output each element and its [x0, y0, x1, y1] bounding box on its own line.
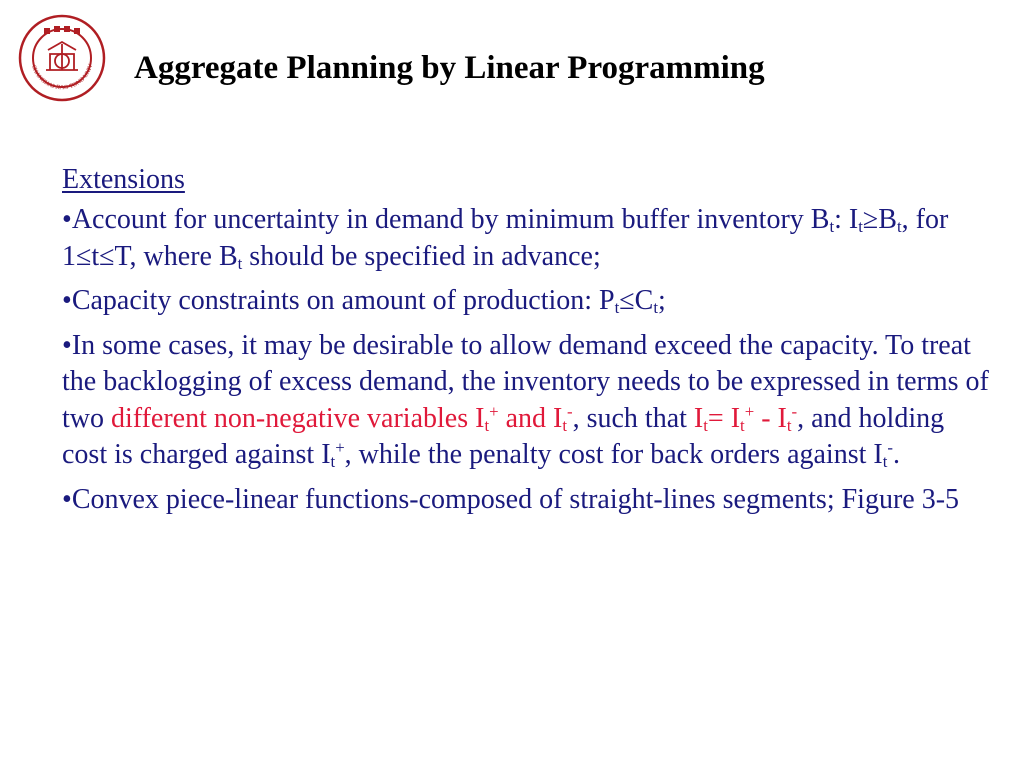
slide-title: Aggregate Planning by Linear Programming — [134, 50, 765, 86]
slide-content — [62, 162, 992, 526]
bullet-backlogging: •In some cases, it may be desirable to allow demand exceed the capacity. To treat the backlogging of excess demand, the inventory needs to be expressed in terms of two different non-negative variables $I_t^+$ and $I_t^-$, such that $I_t= I_t^+ - I_t^-$, and holding cost is charged against $I_t^+$, while the penalty cost for back orders against $I_t^-$. — [62, 329, 989, 472]
university-seal-icon — [18, 14, 106, 102]
svg-text:SHANGHAI JIAO TONG UNIVERSITY: SHANGHAI JIAO TONG UNIV — [30, 63, 95, 92]
section-heading: Extensions — [62, 164, 185, 195]
highlighted-text-variables: different non-negative variables $I_t^+$ and $I_t^-$ — [111, 401, 573, 435]
bullet-buffer-inventory: •Account for uncertainty in demand by minimum buffer inventory $B_t$: $I_t\ge B_t$, for 1≤t≤T, where $B_t$ should be specified in advance; — [62, 204, 949, 273]
bullet-convex-functions: •Convex piece-linear functions-composed of straight-lines segments; Figure 3-5 — [62, 483, 960, 515]
highlighted-text-equation: $I_t= I_t^+ - I_t^-$ — [693, 401, 798, 435]
bullet-capacity-constraints: •Capacity constraints on amount of production: $P_t\le C_t$; — [62, 285, 666, 318]
university-logo — [18, 14, 106, 102]
